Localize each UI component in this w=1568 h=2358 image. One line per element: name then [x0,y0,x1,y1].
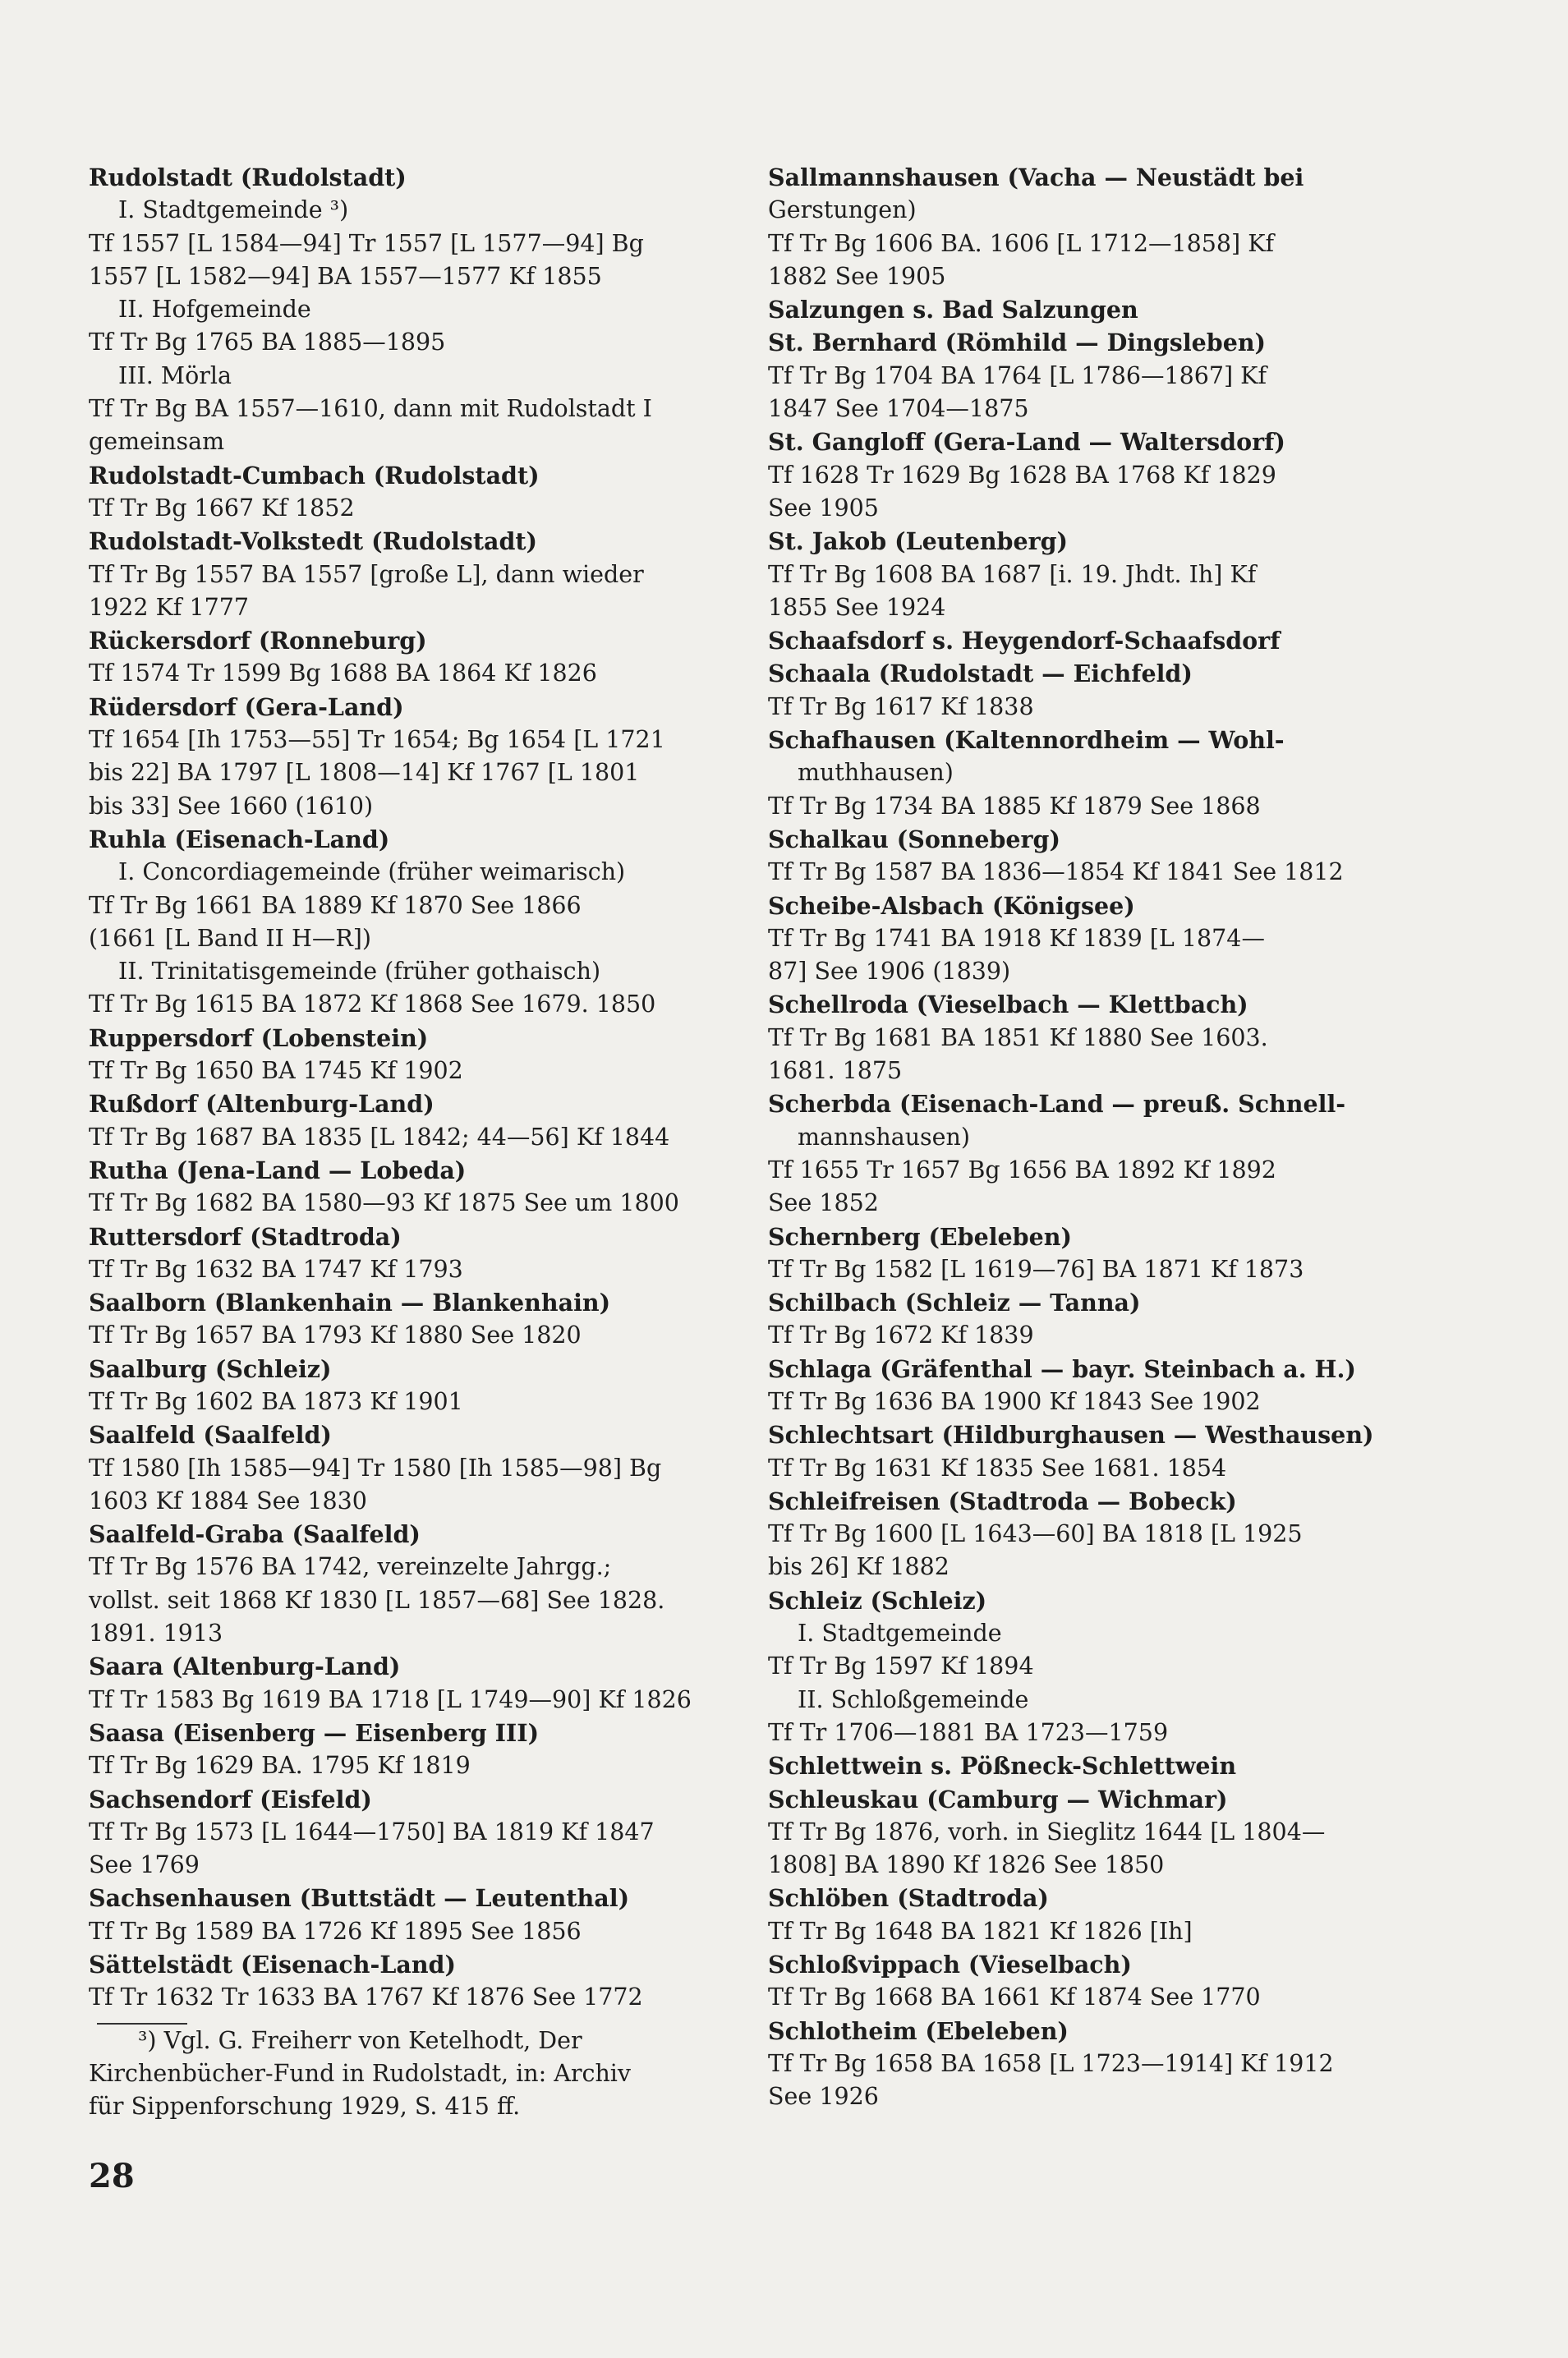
footnote-line: für Sippenforschung 1929, S. 415 ff. [89,2093,521,2121]
page-number: 28 [89,2157,135,2195]
left-entry-line: Tf Tr Bg 1657 BA 1793 Kf 1880 See 1820 [89,1321,582,1349]
right-entry-line: Tf Tr Bg 1648 BA 1821 Kf 1826 [Ih] [768,1917,1193,1945]
right-entry-line: Tf 1628 Tr 1629 Bg 1628 BA 1768 Kf 1829 [768,461,1276,489]
right-entry-line: Tf Tr Bg 1741 BA 1918 Kf 1839 [L 1874— [768,924,1265,952]
right-entry-line: Tf Tr Bg 1636 BA 1900 Kf 1843 See 1902 [768,1387,1261,1415]
left-entry-line: I. Concordiagemeinde (früher weimarisch) [118,858,626,886]
left-entry-line: Tf Tr Bg 1576 BA 1742, vereinzelte Jahrgg.; [89,1553,612,1581]
left-entry-heading: Rückersdorf (Ronneburg) [89,627,427,655]
left-entry-line: Tf Tr Bg 1557 BA 1557 [große L], dann wieder [89,560,644,588]
left-entry-line: II. Hofgemeinde [118,296,311,324]
left-entry-line: Tf 1654 [Ih 1753—55] Tr 1654; Bg 1654 [L 1721 [89,726,665,754]
left-entry-line: Tf Tr Bg 1682 BA 1580—93 Kf 1875 See um 1800 [89,1189,679,1217]
right-entry-heading: Schlaga (Gräfenthal — bayr. Steinbach a. H.) [768,1354,1356,1383]
right-entry-line: Tf Tr Bg 1631 Kf 1835 See 1681. 1854 [768,1454,1227,1482]
left-entry-line: Tf Tr Bg BA 1557—1610, dann mit Rudolstadt I [89,395,652,423]
left-entry-line: Tf 1574 Tr 1599 Bg 1688 BA 1864 Kf 1826 [89,660,597,687]
left-entry-line: III. Mörla [118,361,232,389]
right-entry-line: Tf Tr Bg 1582 [L 1619—76] BA 1871 Kf 1873 [768,1255,1304,1283]
right-entry-heading: Schilbach (Schleiz — Tanna) [768,1289,1141,1317]
right-entry-heading: Scheibe-Alsbach (Königsee) [768,891,1135,920]
left-entry-line: 1922 Kf 1777 [89,593,250,621]
right-entry-line: See 1852 [768,1189,879,1217]
left-entry-line: (1661 [L Band II H—R]) [89,924,372,952]
right-entry-line: I. Stadtgemeinde [798,1620,1002,1648]
right-entry-line: bis 26] Kf 1882 [768,1553,950,1581]
left-entry-line: Tf 1580 [Ih 1585—94] Tr 1580 [Ih 1585—98] Bg [89,1454,662,1482]
footnote-line: Kirchenbücher-Fund in Rudolstadt, in: Archiv [89,2059,632,2087]
right-entry-heading: Schernberg (Ebeleben) [768,1222,1072,1251]
right-entry-line: 1681. 1875 [768,1057,903,1085]
left-entry-line: gemeinsam [89,428,225,456]
left-entry-line: I. Stadtgemeinde ³) [118,196,349,224]
left-entry-heading: Rüdersdorf (Gera-Land) [89,692,404,721]
right-entry-heading: St. Bernhard (Römhild — Dingsleben) [768,329,1267,357]
right-entry-line: Tf Tr Bg 1668 BA 1661 Kf 1874 See 1770 [768,1983,1261,2011]
right-entry-line: Tf Tr Bg 1587 BA 1836—1854 Kf 1841 See 1812 [768,858,1344,886]
right-entry-heading: Schlettwein s. Pößneck-Schlettwein [768,1752,1237,1781]
left-entry-heading: Rutha (Jena-Land — Lobeda) [89,1156,467,1184]
right-entry-heading: Schlotheim (Ebeleben) [768,2016,1069,2045]
right-entries [768,161,1421,2114]
right-entry-heading: Schleuskau (Camburg — Wichmar) [768,1785,1228,1813]
right-entry-heading: Schlöben (Stadtroda) [768,1884,1049,1913]
left-entries [89,161,738,2015]
right-entry-line: 1855 See 1924 [768,593,946,621]
left-entry-line: Tf Tr 1583 Bg 1619 BA 1718 [L 1749—90] Kf 1826 [89,1685,692,1713]
left-entry-line: Tf Tr Bg 1650 BA 1745 Kf 1902 [89,1057,463,1085]
right-entry-heading: Schaala (Rudolstadt — Eichfeld) [768,660,1193,688]
left-entry-heading: Sättelstädt (Eisenach-Land) [89,1951,456,1979]
footnote [89,2025,738,2124]
footnote-line: ³) Vgl. G. Freiherr von Ketelhodt, Der [138,2026,582,2054]
left-entry-heading: Ruttersdorf (Stadtroda) [89,1222,402,1251]
left-entry-heading: Sachsendorf (Eisfeld) [89,1785,372,1813]
left-entry-heading: Rudolstadt-Cumbach (Rudolstadt) [89,461,540,490]
right-entry-heading: St. Gangloff (Gera-Land — Waltersdorf) [768,428,1285,457]
left-entry-heading: Saara (Altenburg-Land) [89,1652,401,1681]
right-entry-heading: Sallmannshausen (Vacha — Neustädt bei [768,163,1304,191]
right-entry-line: mannshausen) [798,1123,971,1151]
right-entry-line: Gerstungen) [768,196,917,224]
left-entry-line: Tf Tr 1632 Tr 1633 BA 1767 Kf 1876 See 1772 [89,1983,643,2011]
left-entry-heading: Saalfeld-Graba (Saalfeld) [89,1520,421,1549]
left-entry-heading: Rußdorf (Altenburg-Land) [89,1090,435,1119]
left-column [89,161,738,2124]
left-entry-line: Tf Tr Bg 1629 BA. 1795 Kf 1819 [89,1752,471,1780]
right-entry-line: Tf Tr Bg 1704 BA 1764 [L 1786—1867] Kf [768,361,1267,389]
left-entry-line: Tf Tr Bg 1602 BA 1873 Kf 1901 [89,1387,463,1415]
left-entry-heading: Saalburg (Schleiz) [89,1354,332,1383]
right-entry-heading: Schaafsdorf s. Heygendorf-Schaafsdorf [768,627,1281,655]
right-entry-line: 1882 See 1905 [768,262,946,290]
left-entry-line: Tf Tr Bg 1615 BA 1872 Kf 1868 See 1679. 1850 [89,991,656,1018]
left-entry-heading: Ruppersdorf (Lobenstein) [89,1023,429,1052]
right-entry-line: Tf Tr Bg 1876, vorh. in Sieglitz 1644 [L 1804— [768,1818,1326,1845]
left-entry-line: Tf Tr Bg 1573 [L 1644—1750] BA 1819 Kf 1847 [89,1818,655,1845]
right-entry-line: Tf Tr Bg 1606 BA. 1606 [L 1712—1858] Kf [768,229,1275,257]
right-entry-line: Tf Tr Bg 1672 Kf 1839 [768,1321,1034,1349]
left-entry-line: bis 22] BA 1797 [L 1808—14] Kf 1767 [L 1801 [89,759,640,787]
left-entry-heading: Saasa (Eisenberg — Eisenberg III) [89,1718,540,1747]
left-entry-line: See 1769 [89,1851,200,1879]
right-entry-line: Tf Tr Bg 1658 BA 1658 [L 1723—1914] Kf 1912 [768,2049,1334,2077]
right-entry-line: Tf Tr Bg 1608 BA 1687 [i. 19. Jhdt. Ih] Kf [768,560,1257,588]
left-entry-heading: Rudolstadt-Volkstedt (Rudolstadt) [89,527,538,556]
right-entry-heading: Scherbda (Eisenach-Land — preuß. Schnell- [768,1090,1346,1119]
right-entry-line: Tf Tr Bg 1681 BA 1851 Kf 1880 See 1603. [768,1023,1268,1051]
right-entry-line: Tf Tr Bg 1617 Kf 1838 [768,692,1034,720]
left-entry-line: 1557 [L 1582—94] BA 1557—1577 Kf 1855 [89,262,602,290]
right-entry-heading: Schalkau (Sonneberg) [768,825,1060,853]
right-entry-heading: Schellroda (Vieselbach — Klettbach) [768,991,1248,1019]
left-entry-line: II. Trinitatisgemeinde (früher gothaisch) [118,958,601,986]
left-entry-line: Tf 1557 [L 1584—94] Tr 1557 [L 1577—94] Bg [89,229,644,257]
right-entry-line: See 1926 [768,2083,879,2111]
right-entry-line: 87] See 1906 (1839) [768,958,1011,986]
right-entry-heading: Schlechtsart (Hildburghausen — Westhausen) [768,1421,1374,1450]
left-entry-line: Tf Tr Bg 1667 Kf 1852 [89,494,355,522]
right-entry-heading: Schloßvippach (Vieselbach) [768,1951,1132,1979]
left-entry-heading: Ruhla (Eisenach-Land) [89,825,390,853]
right-entry-line: II. Schloßgemeinde [798,1685,1029,1713]
left-entry-line: 1891. 1913 [89,1620,223,1648]
left-entry-heading: Saalfeld (Saalfeld) [89,1421,332,1450]
left-entry-heading: Rudolstadt (Rudolstadt) [89,163,407,191]
right-entry-line: See 1905 [768,494,879,522]
left-entry-line: bis 33] See 1660 (1610) [89,792,374,820]
right-entry-line: Tf Tr Bg 1734 BA 1885 Kf 1879 See 1868 [768,792,1261,820]
right-column [768,161,1421,2114]
right-entry-line: Tf Tr 1706—1881 BA 1723—1759 [768,1718,1169,1746]
right-entry-line: 1847 See 1704—1875 [768,395,1029,423]
left-entry-line: Tf Tr Bg 1687 BA 1835 [L 1842; 44—56] Kf 1844 [89,1123,670,1151]
right-entry-line: muthhausen) [798,759,954,787]
left-entry-line: Tf Tr Bg 1632 BA 1747 Kf 1793 [89,1255,463,1283]
left-entry-line: vollst. seit 1868 Kf 1830 [L 1857—68] See 1828. [89,1586,665,1614]
left-entry-heading: Sachsenhausen (Buttstädt — Leutenthal) [89,1884,630,1913]
right-entry-heading: Schafhausen (Kaltennordheim — Wohl- [768,726,1285,755]
left-entry-line: Tf Tr Bg 1661 BA 1889 Kf 1870 See 1866 [89,891,582,919]
right-entry-line: 1808] BA 1890 Kf 1826 See 1850 [768,1851,1165,1879]
right-entry-heading: Schleifreisen (Stadtroda — Bobeck) [768,1487,1237,1515]
right-entry-heading: Salzungen s. Bad Salzungen [768,296,1138,324]
right-entry-line: Tf Tr Bg 1597 Kf 1894 [768,1652,1034,1680]
left-entry-heading: Saalborn (Blankenhain — Blankenhain) [89,1289,611,1317]
right-entry-line: Tf 1655 Tr 1657 Bg 1656 BA 1892 Kf 1892 [768,1156,1276,1184]
left-entry-line: Tf Tr Bg 1589 BA 1726 Kf 1895 See 1856 [89,1917,582,1945]
left-entry-line: Tf Tr Bg 1765 BA 1885—1895 [89,329,446,356]
right-entry-heading: Schleiz (Schleiz) [768,1586,987,1615]
right-entry-heading: St. Jakob (Leutenberg) [768,527,1069,556]
right-entry-line: Tf Tr Bg 1600 [L 1643—60] BA 1818 [L 1925 [768,1520,1303,1548]
left-entry-line: 1603 Kf 1884 See 1830 [89,1487,367,1515]
